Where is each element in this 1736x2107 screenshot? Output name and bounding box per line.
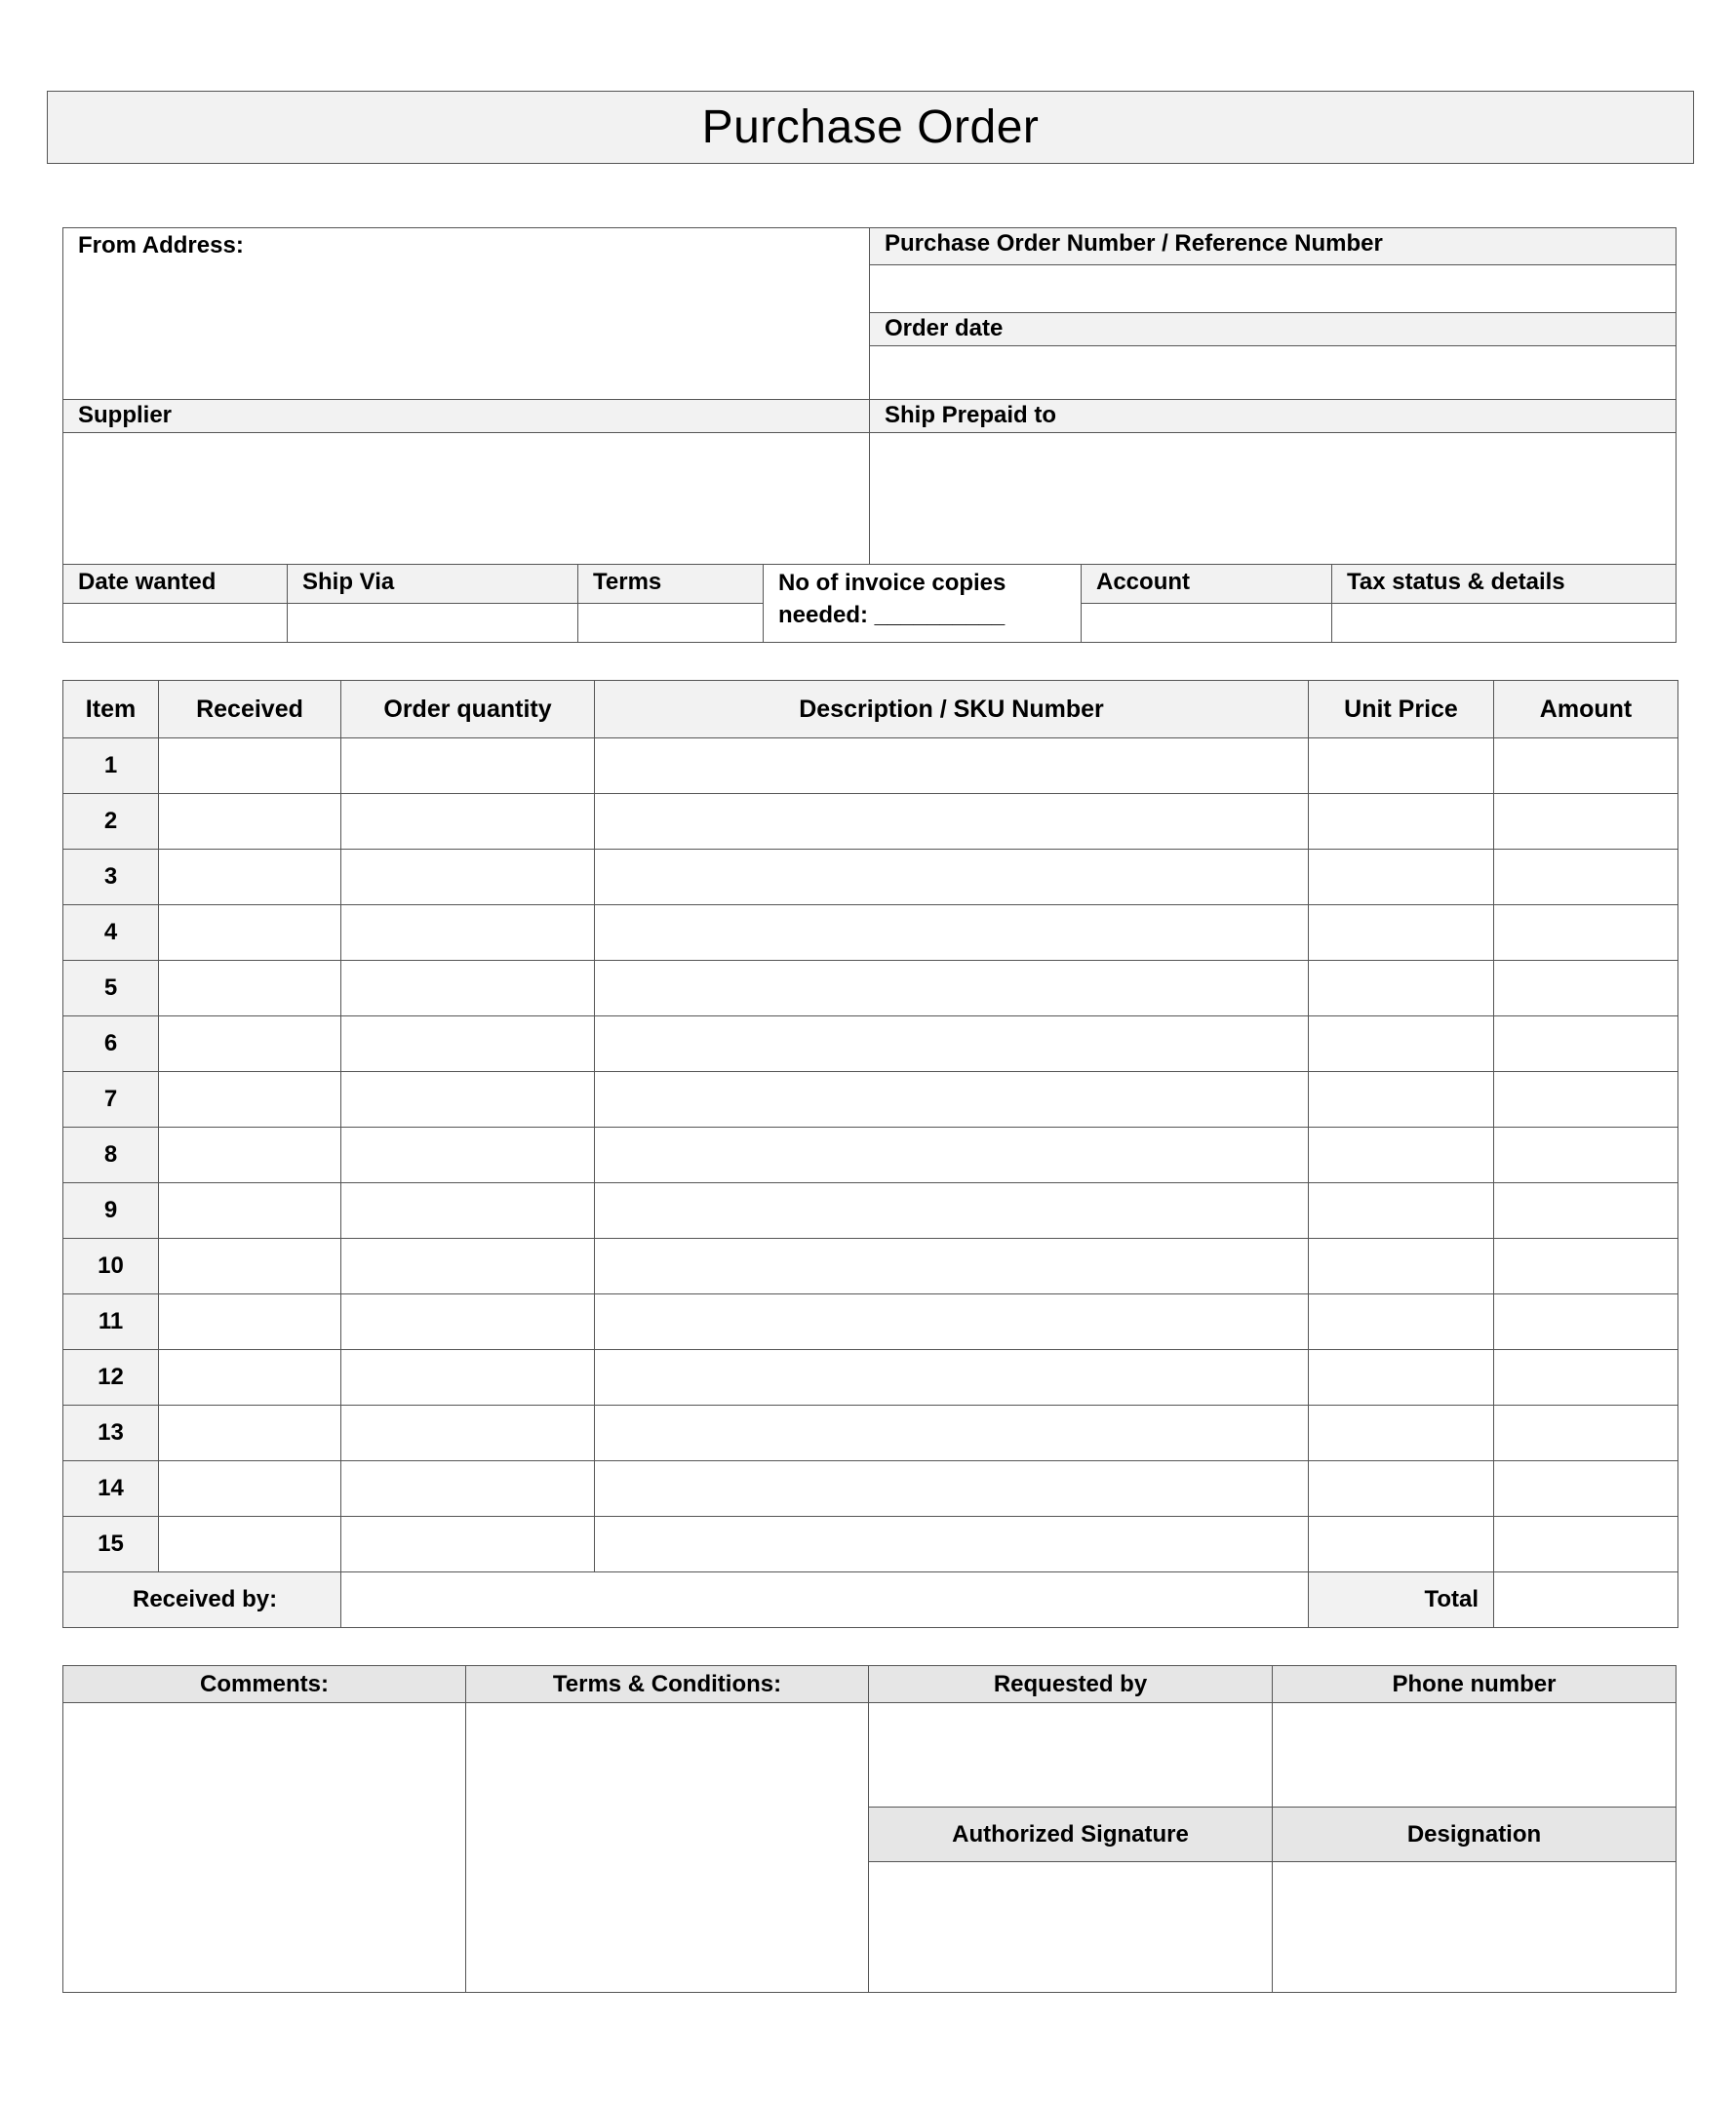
amount-cell[interactable] bbox=[1494, 1294, 1678, 1350]
amount-cell[interactable] bbox=[1494, 1072, 1678, 1128]
terms-label: Terms bbox=[578, 565, 764, 604]
description-cell[interactable] bbox=[595, 1183, 1309, 1239]
page-title: Purchase Order bbox=[701, 101, 1040, 153]
table-row bbox=[63, 1406, 1678, 1461]
table-row bbox=[63, 850, 1678, 905]
terms-field[interactable] bbox=[578, 604, 764, 643]
unit-price-cell[interactable] bbox=[1309, 738, 1494, 794]
unit-price-cell[interactable] bbox=[1309, 1406, 1494, 1461]
phone-number-label: Phone number bbox=[1273, 1666, 1677, 1703]
page-title-banner bbox=[47, 91, 1694, 164]
comments-field[interactable] bbox=[63, 1703, 466, 1993]
table-row bbox=[63, 1294, 1678, 1350]
supplier-field[interactable] bbox=[63, 433, 870, 565]
terms-conditions-label: Terms & Conditions: bbox=[466, 1666, 869, 1703]
received-by-field[interactable] bbox=[341, 1572, 1309, 1628]
table-row bbox=[63, 1239, 1678, 1294]
description-cell[interactable] bbox=[595, 1350, 1309, 1406]
unit-price-cell[interactable] bbox=[1309, 1072, 1494, 1128]
description-cell[interactable] bbox=[595, 905, 1309, 961]
amount-cell[interactable] bbox=[1494, 1016, 1678, 1072]
received-cell[interactable] bbox=[159, 1183, 341, 1239]
description-cell[interactable] bbox=[595, 850, 1309, 905]
table-row bbox=[63, 794, 1678, 850]
received-cell[interactable] bbox=[159, 1517, 341, 1572]
designation-field[interactable] bbox=[1273, 1862, 1677, 1993]
column-header-amount: Amount bbox=[1494, 681, 1678, 738]
table-row bbox=[63, 1183, 1678, 1239]
from-address-label: From Address: bbox=[78, 232, 244, 258]
description-cell[interactable] bbox=[595, 1016, 1309, 1072]
amount-cell[interactable] bbox=[1494, 1183, 1678, 1239]
table-row bbox=[63, 961, 1678, 1016]
po-number-label: Purchase Order Number / Reference Number bbox=[870, 228, 1677, 265]
item-number: 3 bbox=[63, 850, 159, 905]
received-by-text: Received by: bbox=[133, 1586, 278, 1612]
ship-prepaid-label: Ship Prepaid to bbox=[870, 400, 1677, 433]
date-wanted-label: Date wanted bbox=[63, 565, 288, 604]
table-row bbox=[63, 1016, 1678, 1072]
description-cell[interactable] bbox=[595, 1461, 1309, 1517]
table-row bbox=[63, 738, 1678, 794]
amount-cell[interactable] bbox=[1494, 850, 1678, 905]
item-number: 5 bbox=[63, 961, 159, 1016]
received-cell[interactable] bbox=[159, 1461, 341, 1517]
item-number: 9 bbox=[63, 1183, 159, 1239]
unit-price-cell[interactable] bbox=[1309, 1128, 1494, 1183]
item-number: 13 bbox=[63, 1406, 159, 1461]
requested-by-field[interactable] bbox=[869, 1703, 1273, 1808]
tax-status-label: Tax status & details bbox=[1332, 565, 1677, 604]
column-header-order-quantity: Order quantity bbox=[341, 681, 595, 738]
designation-label: Designation bbox=[1273, 1808, 1677, 1862]
amount-cell[interactable] bbox=[1494, 1128, 1678, 1183]
account-label: Account bbox=[1082, 565, 1332, 604]
amount-cell[interactable] bbox=[1494, 1350, 1678, 1406]
received-cell[interactable] bbox=[159, 850, 341, 905]
item-number: 8 bbox=[63, 1128, 159, 1183]
order-quantity-cell[interactable] bbox=[341, 1461, 595, 1517]
received-cell[interactable] bbox=[159, 1128, 341, 1183]
item-number: 1 bbox=[63, 738, 159, 794]
authorized-signature-label: Authorized Signature bbox=[869, 1808, 1273, 1862]
invoice-copies-cell[interactable] bbox=[764, 565, 1082, 643]
unit-price-cell[interactable] bbox=[1309, 794, 1494, 850]
order-quantity-cell[interactable] bbox=[341, 1072, 595, 1128]
unit-price-cell[interactable] bbox=[1309, 961, 1494, 1016]
description-cell[interactable] bbox=[595, 1294, 1309, 1350]
received-cell[interactable] bbox=[159, 961, 341, 1016]
ship-via-label: Ship Via bbox=[288, 565, 578, 604]
order-date-field[interactable] bbox=[870, 346, 1677, 400]
unit-price-cell[interactable] bbox=[1309, 1461, 1494, 1517]
invoice-copies-needed[interactable]: needed: __________ bbox=[778, 602, 1006, 628]
amount-cell[interactable] bbox=[1494, 794, 1678, 850]
unit-price-cell[interactable] bbox=[1309, 905, 1494, 961]
table-row bbox=[63, 1517, 1678, 1572]
received-cell[interactable] bbox=[159, 738, 341, 794]
received-cell[interactable] bbox=[159, 1350, 341, 1406]
received-cell[interactable] bbox=[159, 1072, 341, 1128]
item-number: 15 bbox=[63, 1517, 159, 1572]
received-cell[interactable] bbox=[159, 905, 341, 961]
item-number: 10 bbox=[63, 1239, 159, 1294]
received-cell[interactable] bbox=[159, 1239, 341, 1294]
received-cell[interactable] bbox=[159, 794, 341, 850]
ship-via-field[interactable] bbox=[288, 604, 578, 643]
po-number-field[interactable] bbox=[870, 265, 1677, 313]
item-number: 14 bbox=[63, 1461, 159, 1517]
order-quantity-cell[interactable] bbox=[341, 961, 595, 1016]
unit-price-cell[interactable] bbox=[1309, 1239, 1494, 1294]
description-cell[interactable] bbox=[595, 961, 1309, 1016]
received-by-label bbox=[63, 1572, 341, 1628]
order-quantity-cell[interactable] bbox=[341, 1128, 595, 1183]
table-row bbox=[63, 1072, 1678, 1128]
unit-price-cell[interactable] bbox=[1309, 850, 1494, 905]
phone-number-field[interactable] bbox=[1273, 1703, 1677, 1808]
order-quantity-cell[interactable] bbox=[341, 1517, 595, 1572]
tax-status-field[interactable] bbox=[1332, 604, 1677, 643]
column-header-received: Received bbox=[159, 681, 341, 738]
description-cell[interactable] bbox=[595, 1406, 1309, 1461]
ship-prepaid-field[interactable] bbox=[870, 433, 1677, 565]
received-cell[interactable] bbox=[159, 1294, 341, 1350]
item-number: 7 bbox=[63, 1072, 159, 1128]
item-number: 11 bbox=[63, 1294, 159, 1350]
unit-price-cell[interactable] bbox=[1309, 1183, 1494, 1239]
unit-price-cell[interactable] bbox=[1309, 1016, 1494, 1072]
description-cell[interactable] bbox=[595, 1128, 1309, 1183]
item-number: 12 bbox=[63, 1350, 159, 1406]
amount-cell[interactable] bbox=[1494, 1239, 1678, 1294]
order-quantity-cell[interactable] bbox=[341, 850, 595, 905]
order-quantity-cell[interactable] bbox=[341, 1016, 595, 1072]
description-cell[interactable] bbox=[595, 1239, 1309, 1294]
order-quantity-cell[interactable] bbox=[341, 1350, 595, 1406]
order-quantity-cell[interactable] bbox=[341, 1294, 595, 1350]
description-cell[interactable] bbox=[595, 1517, 1309, 1572]
column-header-description: Description / SKU Number bbox=[595, 681, 1309, 738]
item-number: 4 bbox=[63, 905, 159, 961]
column-header-unit-price: Unit Price bbox=[1309, 681, 1494, 738]
terms-conditions-field[interactable] bbox=[466, 1703, 869, 1993]
total-label: Total bbox=[1309, 1572, 1494, 1628]
received-cell[interactable] bbox=[159, 1016, 341, 1072]
from-address-cell[interactable] bbox=[63, 228, 870, 400]
amount-cell[interactable] bbox=[1494, 961, 1678, 1016]
description-cell[interactable] bbox=[595, 794, 1309, 850]
table-row bbox=[63, 905, 1678, 961]
date-wanted-field[interactable] bbox=[63, 604, 288, 643]
total-field[interactable] bbox=[1494, 1572, 1678, 1628]
supplier-label: Supplier bbox=[63, 400, 870, 433]
description-cell[interactable] bbox=[595, 738, 1309, 794]
authorized-signature-field[interactable] bbox=[869, 1862, 1273, 1993]
invoice-copies-label: No of invoice copies bbox=[778, 570, 1006, 596]
amount-cell[interactable] bbox=[1494, 905, 1678, 961]
table-row bbox=[63, 1461, 1678, 1517]
amount-cell[interactable] bbox=[1494, 1406, 1678, 1461]
order-quantity-cell[interactable] bbox=[341, 1406, 595, 1461]
order-info-table bbox=[62, 227, 1677, 643]
table-row bbox=[63, 1128, 1678, 1183]
unit-price-cell[interactable] bbox=[1309, 1294, 1494, 1350]
item-number: 6 bbox=[63, 1016, 159, 1072]
order-quantity-cell[interactable] bbox=[341, 738, 595, 794]
order-quantity-cell[interactable] bbox=[341, 794, 595, 850]
description-cell[interactable] bbox=[595, 1072, 1309, 1128]
item-number: 2 bbox=[63, 794, 159, 850]
amount-cell[interactable] bbox=[1494, 738, 1678, 794]
order-date-label: Order date bbox=[870, 313, 1677, 346]
order-quantity-cell[interactable] bbox=[341, 1183, 595, 1239]
table-row bbox=[63, 1350, 1678, 1406]
unit-price-cell[interactable] bbox=[1309, 1517, 1494, 1572]
items-table bbox=[62, 680, 1678, 1628]
column-header-item: Item bbox=[63, 681, 159, 738]
amount-cell[interactable] bbox=[1494, 1461, 1678, 1517]
amount-cell[interactable] bbox=[1494, 1517, 1678, 1572]
unit-price-cell[interactable] bbox=[1309, 1350, 1494, 1406]
received-cell[interactable] bbox=[159, 1406, 341, 1461]
requested-by-label: Requested by bbox=[869, 1666, 1273, 1703]
order-quantity-cell[interactable] bbox=[341, 905, 595, 961]
account-field[interactable] bbox=[1082, 604, 1332, 643]
order-quantity-cell[interactable] bbox=[341, 1239, 595, 1294]
approval-table bbox=[62, 1665, 1677, 1993]
comments-label: Comments: bbox=[63, 1666, 466, 1703]
